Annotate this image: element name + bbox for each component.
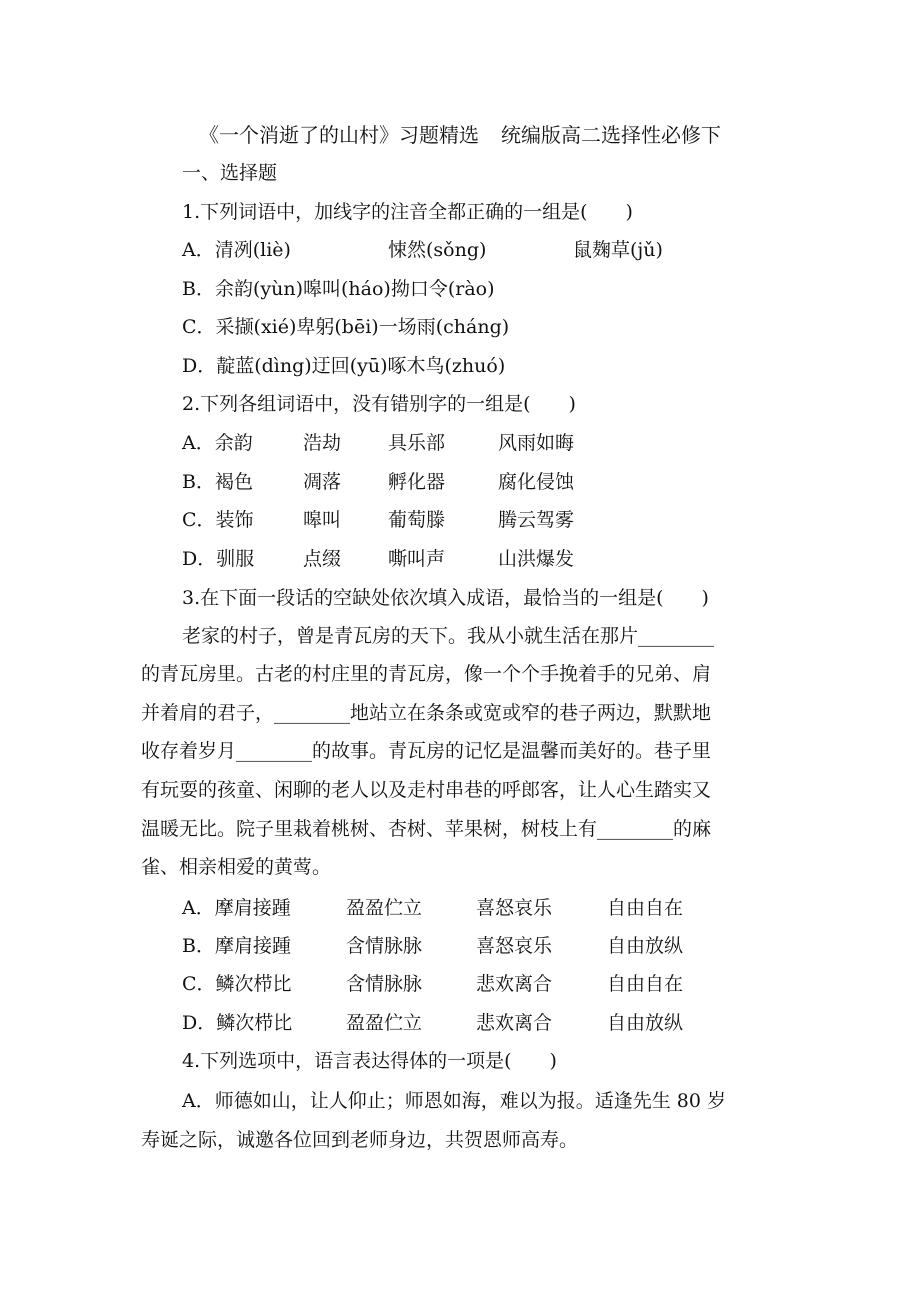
option-part: B．摩肩接踵 xyxy=(182,935,291,957)
option-part: 悲欢离合 xyxy=(476,973,553,995)
option-part: 腾云驾雾 xyxy=(498,509,575,531)
q1-option-c: C．采撷(xié)卑躬(bēi)一场雨(cháng) xyxy=(182,316,510,338)
option-part: 孵化器 xyxy=(388,471,446,493)
q4-option-a-line: 寿诞之际，诚邀各位回到老师身边，共贺恩师高寿。 xyxy=(141,1129,579,1151)
question-4-stem: 4.下列选项中，语言表达得体的一项是( ) xyxy=(182,1050,557,1072)
option-part: A．摩肩接踵 xyxy=(182,897,291,919)
option-part: 悚然(sǒng) xyxy=(388,239,487,261)
title-sub: 统编版高二选择性必修下 xyxy=(501,123,721,147)
option-part: 嘶叫声 xyxy=(388,548,446,570)
question-2-stem: 2.下列各组词语中，没有错别字的一组是( ) xyxy=(182,393,576,415)
option-part: 盈盈伫立 xyxy=(346,1012,423,1034)
section-heading: 一、选择题 xyxy=(182,162,278,184)
option-part: D．驯服 xyxy=(182,548,255,570)
option-part: A．余韵 xyxy=(182,432,253,454)
option-part: 喜怒哀乐 xyxy=(476,935,553,957)
option-part: B．褐色 xyxy=(182,471,253,493)
option-part: 含情脉脉 xyxy=(346,973,423,995)
option-part: 腐化侵蚀 xyxy=(498,471,575,493)
passage-line: 的青瓦房里。古老的村庄里的青瓦房，像一个个手挽着手的兄弟、肩 xyxy=(141,663,712,685)
option-part: 浩劫 xyxy=(303,432,342,454)
option-part: 凋落 xyxy=(303,471,342,493)
option-part: 含情脉脉 xyxy=(346,935,423,957)
option-part: 山洪爆发 xyxy=(498,548,575,570)
q4-option-a-line: A．师德如山，让人仰止；师恩如海，难以为报。适逢先生 80 岁 xyxy=(182,1090,726,1112)
question-3-stem: 3.在下面一段话的空缺处依次填入成语，最恰当的一组是( ) xyxy=(182,587,709,609)
passage-line: 并着肩的君子，________地站立在条条或宽或窄的巷子两边，默默地 xyxy=(141,702,712,724)
option-part: 葡萄滕 xyxy=(388,509,446,531)
passage-line: 雀、相亲相爱的黄莺。 xyxy=(141,856,332,878)
option-part: 风雨如晦 xyxy=(498,432,575,454)
option-part: D．鳞次栉比 xyxy=(182,1012,293,1034)
passage-line: 老家的村子，曾是青瓦房的天下。我从小就生活在那片________ xyxy=(182,625,715,647)
option-part: C．装饰 xyxy=(182,509,254,531)
q1-option-d: D．靛蓝(dìng)迂回(yū)啄木鸟(zhuó) xyxy=(182,355,506,377)
option-part: 喜怒哀乐 xyxy=(476,897,553,919)
option-part: 嗥叫 xyxy=(303,509,342,531)
option-part: 自由放纵 xyxy=(607,935,684,957)
title-main: 《一个消逝了的山村》习题精选 xyxy=(199,123,479,147)
document-title xyxy=(0,122,920,148)
option-part: 点缀 xyxy=(303,548,342,570)
option-part: 鼠麹草(jǔ) xyxy=(573,239,663,261)
option-part: 自由自在 xyxy=(607,973,684,995)
option-part: 盈盈伫立 xyxy=(346,897,423,919)
option-part: C．鳞次栉比 xyxy=(182,973,292,995)
option-part: 具乐部 xyxy=(388,432,446,454)
option-part: 自由放纵 xyxy=(607,1012,684,1034)
option-part: 悲欢离合 xyxy=(476,1012,553,1034)
option-part: 自由自在 xyxy=(607,897,684,919)
passage-line: 温暖无比。院子里栽着桃树、杏树、苹果树，树枝上有________的麻 xyxy=(141,818,712,840)
passage-line: 有玩耍的孩童、闲聊的老人以及走村串巷的呼郎客，让人心生踏实又 xyxy=(141,779,712,801)
passage-line: 收存着岁月________的故事。青瓦房的记忆是温馨而美好的。巷子里 xyxy=(141,740,712,762)
q1-option-b: B．余韵(yùn)嗥叫(háo)拗口令(rào) xyxy=(182,278,495,300)
option-part: A．清冽(liè) xyxy=(182,239,291,261)
question-1-stem: 1.下列词语中，加线字的注音全都正确的一组是( ) xyxy=(182,201,633,223)
